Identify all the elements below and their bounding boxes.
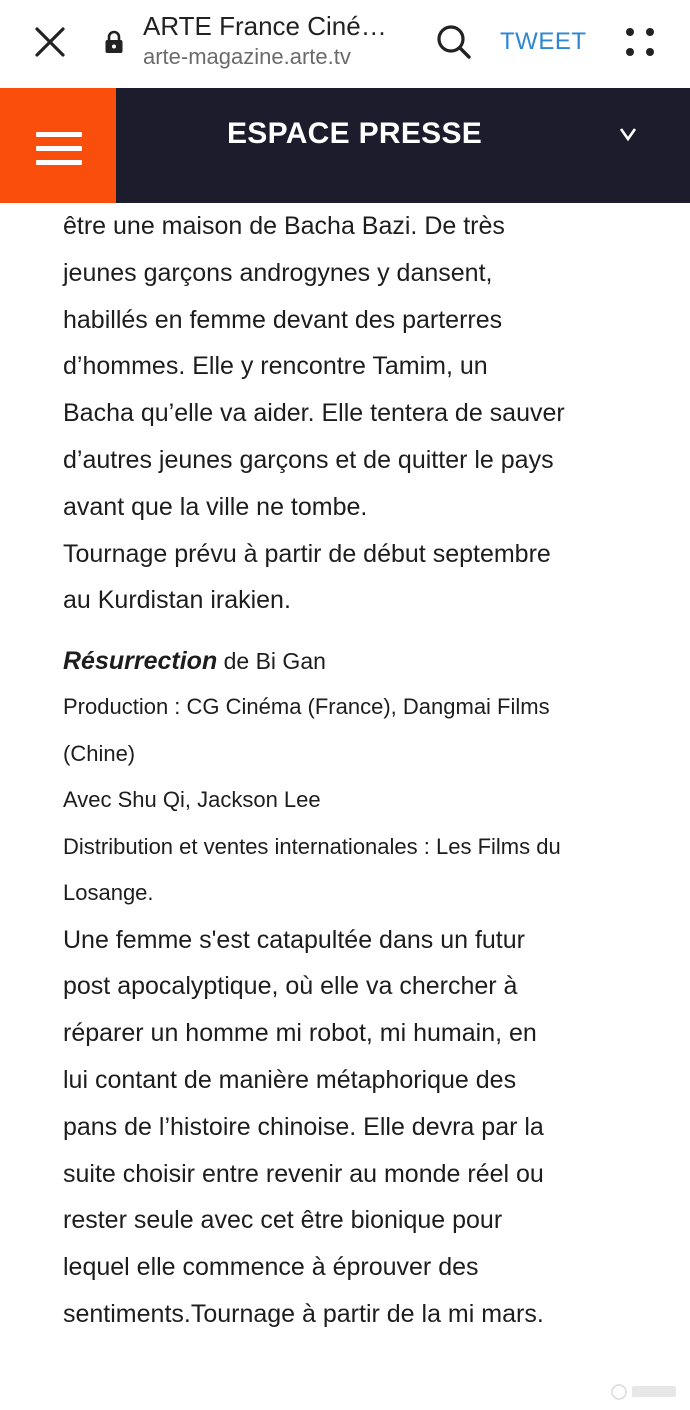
text-line: Une femme s'est catapultée dans un futur: [63, 925, 525, 954]
page-url: arte-magazine.arte.tv: [143, 44, 351, 69]
film-synopsis: [63, 917, 643, 1338]
hamburger-icon: [36, 160, 82, 165]
site-header: [0, 88, 690, 203]
film-entry: [63, 638, 643, 1338]
close-icon[interactable]: [30, 22, 70, 62]
text-line: habillés en femme devant des parterres: [63, 305, 503, 334]
article-body: [63, 203, 643, 1338]
text-line: post apocalyptique, où elle va chercher à: [63, 972, 518, 1001]
text-line: d’hommes. Elle y rencontre Tamim, un: [63, 352, 488, 381]
menu-button[interactable]: [0, 88, 116, 203]
text-line: au Kurdistan irakien.: [63, 586, 291, 615]
lock-icon: [104, 30, 124, 54]
text-line: sentiments.Tournage à partir de la mi mars.: [63, 1300, 544, 1329]
browser-toolbar: [0, 0, 690, 88]
text-line: pans de l’histoire chinoise. Elle devra par la: [63, 1112, 544, 1141]
film-heading: [63, 638, 643, 684]
text-line: être une maison de Bacha Bazi. De très: [63, 212, 505, 240]
text-line: Bacha qu’elle va aider. Elle tentera de sauver: [63, 399, 565, 428]
text-line: rester seule avec cet être bionique pour: [63, 1206, 503, 1235]
hamburger-icon: [36, 146, 82, 151]
film-director: de Bi Gan: [217, 648, 326, 675]
chevron-down-icon[interactable]: [612, 118, 644, 150]
credit-line: (Chine): [63, 740, 136, 766]
search-icon[interactable]: [434, 22, 474, 62]
text-line: réparer un homme mi robot, mi humain, en: [63, 1019, 537, 1048]
text-line: lequel elle commence à éprouver des: [63, 1253, 479, 1282]
page-title: ARTE France Ciné…: [143, 11, 387, 41]
film-credits: [63, 684, 643, 917]
text-line: Tournage prévu à partir de début septembre: [63, 539, 551, 568]
more-options-icon[interactable]: [620, 22, 660, 62]
section-title: ESPACE PRESSE: [227, 117, 483, 150]
text-line: avant que la ville ne tombe.: [63, 492, 368, 521]
hamburger-icon: [36, 132, 82, 137]
credit-line: Avec Shu Qi, Jackson Lee: [63, 787, 321, 813]
text-line: suite choisir entre revenir au monde réel ou: [63, 1159, 544, 1188]
text-line: lui contant de manière métaphorique des: [63, 1066, 517, 1095]
text-line: d’autres jeunes garçons et de quitter le pays: [63, 445, 554, 474]
address-bar[interactable]: [143, 10, 423, 72]
text-line: jeunes garçons androgynes y dansent,: [63, 258, 493, 287]
credit-line: Distribution et ventes internationales : Les Films du: [63, 833, 561, 859]
credit-line: Production : CG Cinéma (France), Dangmai Films: [63, 694, 550, 720]
credit-line: Losange.: [63, 880, 154, 906]
watermark-logo: [610, 1380, 680, 1402]
film-title: Résurrection: [63, 647, 218, 676]
tweet-button[interactable]: TWEET: [500, 28, 587, 55]
intro-paragraph: [63, 203, 643, 624]
